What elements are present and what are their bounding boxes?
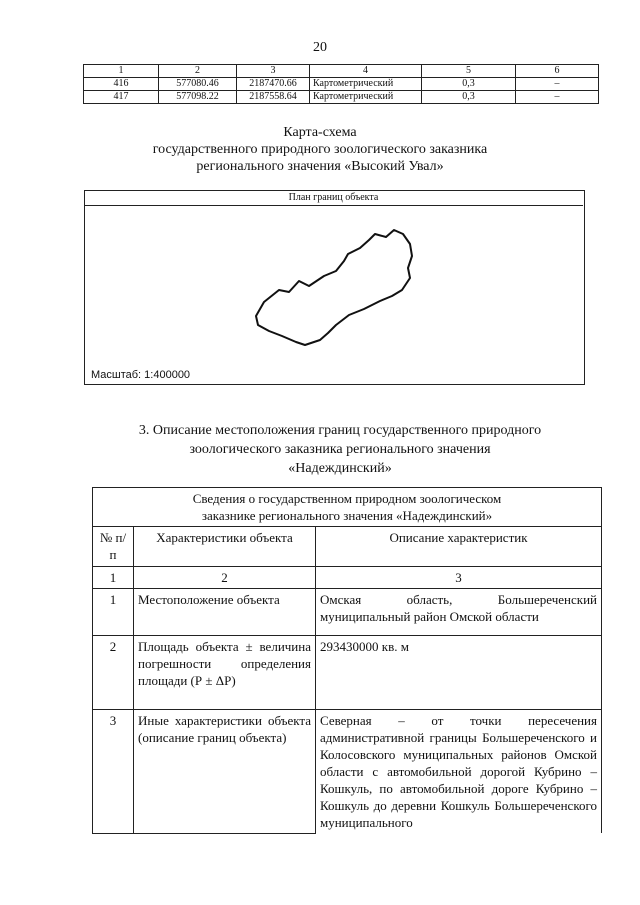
section-heading-line: зоологического заказника регионального значения xyxy=(189,442,491,457)
row-description: Омская область, Большереченский муниципальный район Омской области xyxy=(316,589,602,636)
table-cell: – xyxy=(516,78,599,91)
table-cell: Картометрический xyxy=(310,91,422,104)
table-cell: 2187558.64 xyxy=(237,91,310,104)
table-header-row xyxy=(84,65,599,78)
table-cell: 3 xyxy=(237,65,310,78)
boundary-plan xyxy=(84,206,583,382)
row-characteristic: Местоположение объекта xyxy=(134,589,316,636)
row-number: 2 xyxy=(93,636,134,710)
table-cell: 3 xyxy=(316,567,602,589)
row-characteristic: Иные характеристики объекта (описание границ объекта) xyxy=(134,710,316,834)
table-cell: 2187470.66 xyxy=(237,78,310,91)
table-header-row xyxy=(93,527,602,567)
map-title-line: Карта-схема xyxy=(283,125,357,140)
table-cell: 0,3 xyxy=(422,78,516,91)
table-cell: 577098.22 xyxy=(159,91,237,104)
page-number: 20 xyxy=(313,40,327,55)
column-header-description: Описание характеристик xyxy=(316,527,602,567)
table-row xyxy=(93,636,602,710)
table-cell: 6 xyxy=(516,65,599,78)
table-cell: 4 xyxy=(310,65,422,78)
column-header-number: № п/п xyxy=(93,527,134,567)
map-title xyxy=(0,124,640,175)
map-header: План границ объекта xyxy=(84,190,583,206)
section-heading-line: «Надеждинский» xyxy=(288,461,392,476)
table-row xyxy=(84,78,599,91)
table-cell: 416 xyxy=(84,78,159,91)
table-row xyxy=(84,91,599,104)
section-heading-line: 3. Описание местоположения границ государственного природного xyxy=(138,423,542,438)
row-description: 293430000 кв. м xyxy=(316,636,602,710)
table-cell: 2 xyxy=(159,65,237,78)
column-header-characteristic: Характеристики объекта xyxy=(134,527,316,567)
info-table xyxy=(92,487,602,834)
row-description: Северная – от точки пересечения административной границы Большереченского и Колосовского муниципальных районов Омской области с автомобильной дорогой Кубрино – Кошкуль, по автомобильной дороге Кубрино – Кошкуль до деревни Кошкуль Большереченского муниципального xyxy=(316,710,602,834)
map-scale: Масштаб: 1:400000 xyxy=(91,369,191,381)
table-caption xyxy=(93,488,602,527)
map-title-line: регионального значения «Высокий Увал» xyxy=(196,159,444,174)
row-characteristic: Площадь объекта ± величина погрешности определения площади (Р ± ΔР) xyxy=(134,636,316,710)
table-caption-line: заказнике регионального значения «Надеждинский» xyxy=(201,508,493,523)
row-number: 1 xyxy=(93,589,134,636)
coordinates-table xyxy=(83,64,599,104)
table-caption-line: Сведения о государственном природном зоологическом xyxy=(192,491,502,506)
map-title-line: государственного природного зоологического заказника xyxy=(152,142,488,157)
table-cell: – xyxy=(516,91,599,104)
boundary-outline xyxy=(256,230,412,345)
table-cell: 0,3 xyxy=(422,91,516,104)
table-cell: 577080.46 xyxy=(159,78,237,91)
section-heading xyxy=(80,421,600,478)
table-cell: 417 xyxy=(84,91,159,104)
table-row xyxy=(93,710,602,834)
table-cell: 1 xyxy=(84,65,159,78)
table-cell: 2 xyxy=(134,567,316,589)
table-row xyxy=(93,589,602,636)
table-caption-row xyxy=(93,488,602,527)
table-cell: Картометрический xyxy=(310,78,422,91)
row-number: 3 xyxy=(93,710,134,834)
table-cell: 5 xyxy=(422,65,516,78)
table-number-row xyxy=(93,567,602,589)
table-cell: 1 xyxy=(93,567,134,589)
